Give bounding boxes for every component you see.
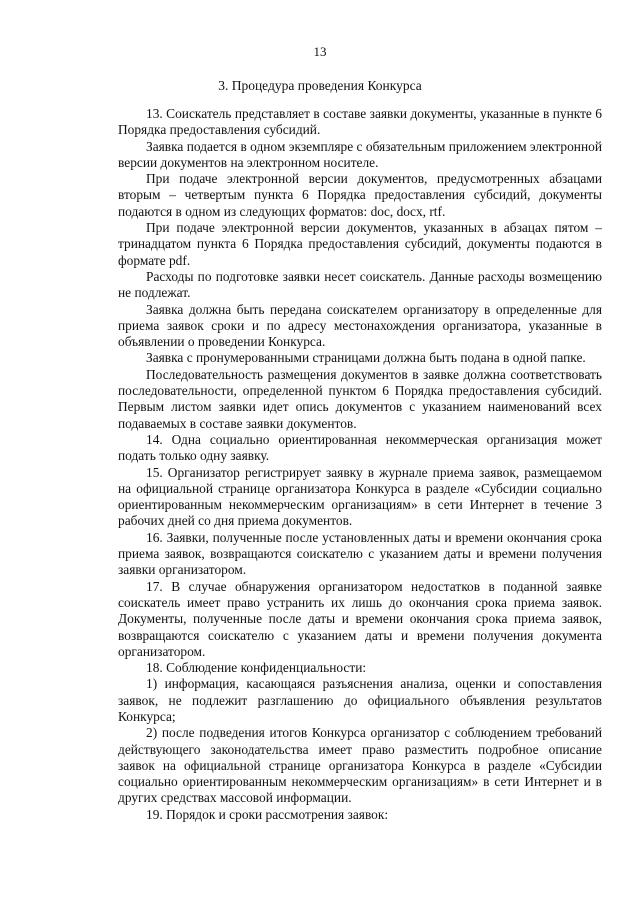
page-number: 13	[313, 44, 327, 59]
paragraph-application-copy: Заявка подается в одном экземпляре с обязательным приложением электронной версии документов на электронном носителе.	[118, 138, 602, 170]
paragraph-electronic-formats-doc: При подаче электронной версии документов, предусмотренных абзацами вторым – четвертым пункта 6 Порядка предоставления субсидий, документы подаются в одном из следующих форматов: doc, docx, rtf.	[118, 171, 602, 219]
paragraph-submission-deadline: Заявка должна быть передана соискателем организатору в определенные для приема заявок сроки и по адресу местонахождения организатора, указанные в объявлении о проведении Конкурса.	[118, 301, 602, 350]
paragraph-18: 18. Соблюдение конфиденциальности:	[146, 660, 367, 676]
paragraph-13: 13. Соискатель представляет в составе заявки документы, указанные в пункте 6 Порядка предоставления субсидий.	[118, 106, 602, 138]
paragraph-17: 17. В случае обнаружения организатором недостатков в поданной заявке соискатель имеет право устранить их лишь до окончания срока приема заявок. Документы, полученные после даты и времени окончания срока приема заявок, возвращаются соискателю с указанием даты и времени получения документа организатором.	[118, 578, 602, 659]
section-heading: 3. Процедура проведения Конкурса	[218, 78, 422, 93]
paragraph-14: 14. Одна социально ориентированная некоммерческая организация может подать только одну заявку.	[118, 431, 602, 464]
paragraph-document-order: Последовательность размещения документов в заявке должна соответствовать последовательности, определенной пунктом 6 Порядка предоставления субсидий. Первым листом заявки идет опись документов с указанием наименований всех подаваемых в составе заявки документов.	[118, 366, 602, 431]
paragraph-15: 15. Организатор регистрирует заявку в журнале приема заявок, размещаемом на официальной странице организатора Конкурса в разделе «Субсидии социально ориентированным некоммерческим организациям» в сети Интернет в течение 3 рабочих дней со дня приема документов.	[118, 464, 602, 529]
paragraph-16: 16. Заявки, полученные после установленных даты и времени окончания срока приема заявок, возвращаются соискателю с указанием даты и времени получения заявки организатором.	[118, 529, 602, 578]
paragraph-19: 19. Порядок и сроки рассмотрения заявок:	[146, 806, 389, 822]
paragraph-electronic-formats-pdf: При подаче электронной версии документов, указанных в абзацах пятом – тринадцатом пункта 6 Порядка предоставления субсидий, документы подаются в формате pdf.	[118, 220, 602, 268]
document-body	[118, 106, 602, 823]
paragraph-numbered-pages: Заявка с пронумерованными страницами должна быть подана в одной папке.	[146, 350, 586, 366]
paragraph-expenses: Расходы по подготовке заявки несет соискатель. Данные расходы возмещению не подлежат.	[118, 268, 602, 301]
paragraph-18-item-1: 1) информация, касающаяся разъяснения анализа, оценки и сопоставления заявок, не подлежит разглашению до официального объявления результатов Конкурса;	[118, 676, 602, 724]
paragraph-18-item-2: 2) после подведения итогов Конкурса организатор с соблюдением требований действующего законодательства имеет право разместить подробное описание заявок на официальной странице организатора Конкурса в разделе «Субсидии социально ориентированным некоммерческим организациям» в сети Интернет и в других средствах массовой информации.	[118, 725, 602, 806]
